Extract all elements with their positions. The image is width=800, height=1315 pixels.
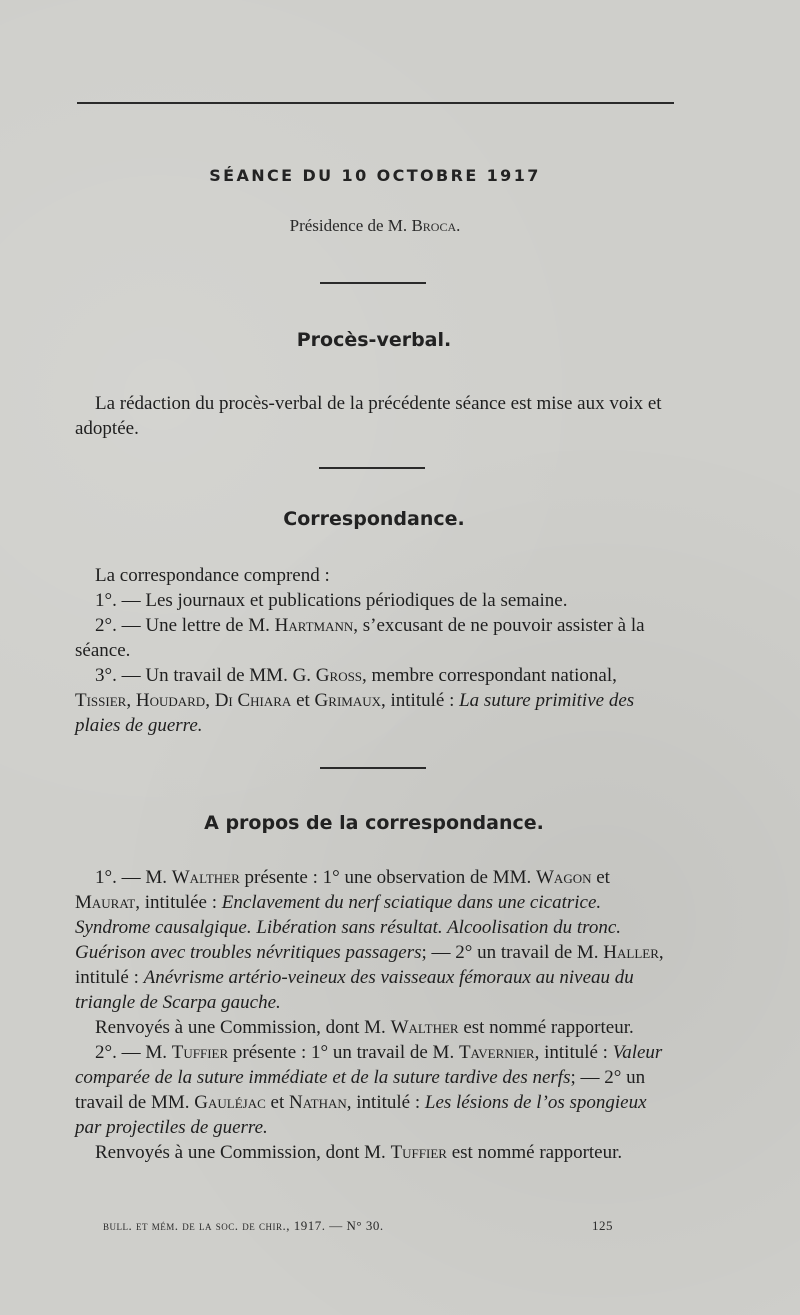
person-name: Gauléjac [194,1092,266,1113]
section-divider [320,282,426,284]
section-divider [320,767,426,769]
paragraph: 2°. — M. Tuffier présente : 1° un travail de M. Tavernier, intitulé : Valeur comparée de la suture immédiate et de la suture tardive des nerfs; — 2° un travail de MM. Gauléjac et Nathan, intitulé : Les lésions de l’os spongieux par projectiles de guerre. [75,1042,663,1138]
journal-reference: bull. et mém. de la soc. de chir., 1917. — N° 30. [103,1218,384,1233]
session-title: SÉANCE DU 10 OCTOBRE 1917 [209,166,541,185]
list-item: 3°. — Un travail de MM. G. Gross, membre correspondant national, Tissier, Houdard, Di Chiara et Grimaux, intitulé : La suture primitive des plaies de guerre. [75,665,635,736]
a-propos-body [75,865,673,1165]
person-name: Tuffier [390,1142,447,1163]
person-name: Walther [171,867,240,888]
paragraph: La rédaction du procès-verbal de la précédente séance est mise aux voix et adoptée. [75,393,662,439]
person-name: Gross [315,665,363,686]
paragraph: Renvoyés à une Commission, dont M. Walther est nommé rapporteur. [95,1017,634,1038]
person-name: Walther [390,1017,459,1038]
work-title: La suture primitive des plaies de guerre. [75,690,635,736]
section-divider [319,467,425,469]
person-name: Tavernier [458,1042,535,1063]
presidency-line: Présidence de M. Broca. [289,216,461,235]
work-title: Les lésions de l’os spongieux par projectiles de guerre. [75,1092,647,1138]
page-footer [103,1218,623,1234]
page-number: 125 [592,1218,613,1233]
correspondance-intro: La correspondance comprend : [95,565,330,586]
section-heading-correspondance: Correspondance. [283,508,465,530]
correspondance-body [75,563,673,738]
section-heading-a-propos: A propos de la correspondance. [204,812,544,834]
presidency-prefix: Présidence de M. [289,216,408,235]
person-name: Tissier [75,690,127,711]
list-item: 1°. — Les journaux et publications périodiques de la semaine. [95,590,568,611]
paragraph: Renvoyés à une Commission, dont M. Tuffier est nommé rapporteur. [95,1142,623,1163]
person-name: Tuffier [171,1042,229,1063]
person-name: Grimaux [314,690,381,711]
person-name: Nathan [288,1092,347,1113]
work-title: Valeur comparée de la suture immédiate et de la suture tardive des nerfs [75,1042,663,1088]
list-item: 2°. — Une lettre de M. Hartmann, s’excusant de ne pouvoir assister à la séance. [75,615,645,661]
person-name: Hartmann [274,615,354,636]
proces-verbal-paragraph [75,391,673,441]
paragraph: 1°. — M. Walther présente : 1° une observation de MM. Wagon et Maurat, intitulée : Enclavement du nerf sciatique dans une cicatrice. Syndrome causalgique. Libération sans résultat. Alcoolisation du tronc. Guérison avec troubles névritiques passagers; — 2° un travail de M. Haller, intitulé : Anévrisme artério-veineux des vaisseaux fémoraux au niveau du triangle de Scarpa gauche. [75,867,664,1013]
top-rule [77,102,674,104]
person-name: Wagon [536,867,592,888]
person-name: Maurat [75,892,136,913]
president-name: Broca [411,216,457,235]
person-name: Houdard [135,690,206,711]
person-name: Di Chiara [214,690,292,711]
work-title: Anévrisme artério-veineux des vaisseaux fémoraux au niveau du triangle de Scarpa gauche. [75,967,634,1013]
section-heading-proces-verbal: Procès-verbal. [296,329,452,351]
person-name: Haller [603,942,659,963]
work-title: Enclavement du nerf sciatique dans une cicatrice. Syndrome causalgique. Libération sans résultat. Alcoolisation du tronc. Guérison avec troubles névritiques passagers [75,892,622,963]
